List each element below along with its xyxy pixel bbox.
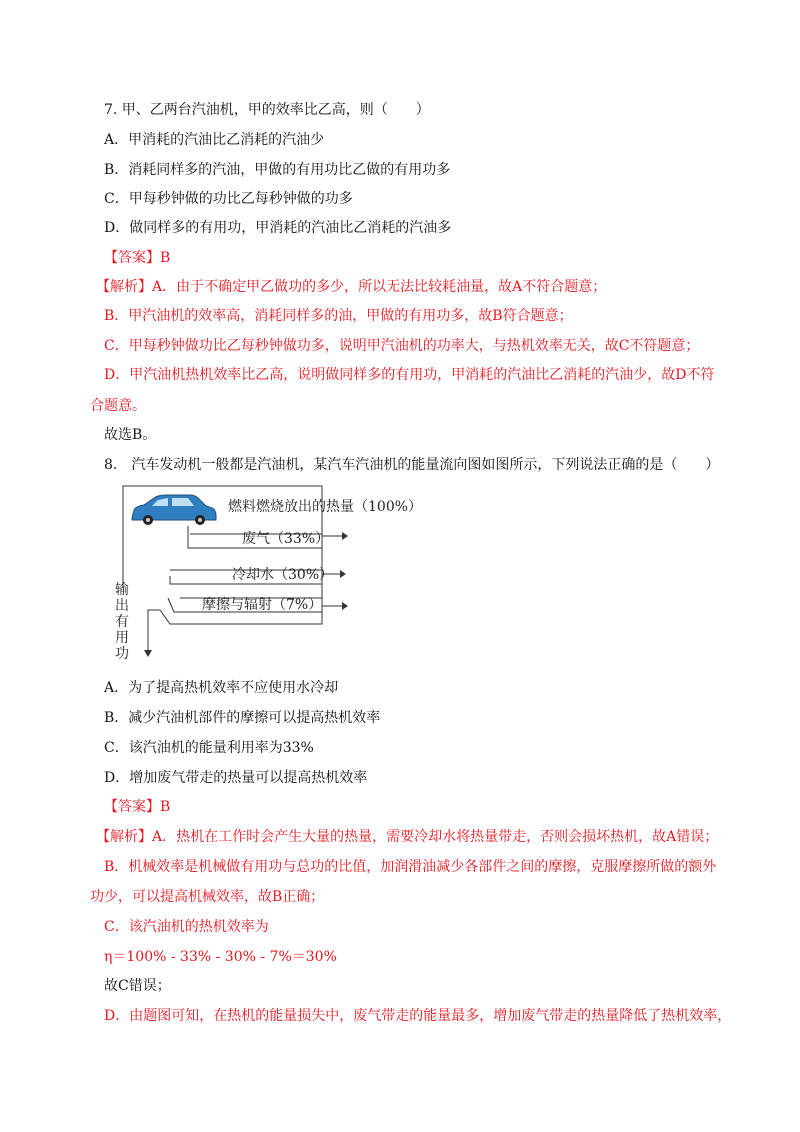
q7-conclusion: 故选B。 [104,427,157,443]
q8-option-d: D．增加废气带走的热量可以提高热机效率 [104,770,368,786]
q8-stem: 8. 汽车发动机一般都是汽油机，某汽车汽油机的能量流向图如图所示，下列说法正确的是（ ） [104,457,720,473]
q7-option-b: B．消耗同样多的汽油，甲做的有用功比乙做的有用功多 [104,162,451,178]
q8-option-b: B．减少汽油机部件的摩擦可以提高热机效率 [104,710,381,726]
useful-work-label: 输出有用功 [115,582,129,662]
exhaust-label: 废气（33%） [242,531,330,547]
energy-flow-diagram [110,478,430,662]
q8-analysis-line: 故C错误； [104,978,171,994]
friction-radiation-label: 摩擦与辐射（7%） [202,597,323,613]
q8-analysis-line: η＝100% - 33% - 30% - 7%＝30% [104,949,337,965]
q8-analysis-line: 功少，可以提高机械效率，故B正确； [90,889,325,905]
q8-analysis-line: B．机械效率是机械做有用功与总功的比值，加润滑油减少各部件之间的摩擦，克服摩擦所做的额外 [104,859,717,875]
q7-analysis-line: D．甲汽油机热机效率比乙高，说明做同样多的有用功，甲消耗的汽油比乙消耗的汽油少，故D不符 [104,367,715,383]
q7-analysis-line: 合题意。 [90,398,146,414]
q8-analysis-line: C．该汽油机的热机效率为 [104,919,269,935]
q7-analysis-line: 【解析】A．由于不确定甲乙做功的多少，所以无法比较耗油量，故A不符合题意； [96,279,607,295]
fuel-heat-label: 燃料燃烧放出的热量（100%） [228,499,423,515]
q7-option-d: D．做同样多的有用功，甲消耗的汽油比乙消耗的汽油多 [104,220,452,236]
q7-analysis-line: B．甲汽油机的效率高，消耗同样多的油，甲做的有用功多，故B符合题意； [104,308,573,324]
q8-analysis-line: 【解析】A．热机在工作时会产生大量的热量，需要冷却水将热量带走，否则会损坏热机，故A错误； [96,829,719,845]
q8-answer: 【答案】B [104,799,171,815]
q8-option-c: C．该汽油机的能量利用率为33% [104,740,314,756]
cooling-water-label: 冷却水（30%） [232,567,334,583]
q7-stem: 7. 甲、乙两台汽油机，甲的效率比乙高，则（ ） [104,102,430,118]
q7-option-c: C．甲每秒钟做的功比乙每秒钟做的功多 [104,191,353,207]
q7-analysis-line: C．甲每秒钟做功比乙每秒钟做功多，说明甲汽油机的功率大，与热机效率无关，故C不符题意； [104,338,700,354]
car-icon [132,495,216,525]
q8-option-a: A．为了提高热机效率不应使用水冷却 [104,680,339,696]
q7-option-a: A．甲消耗的汽油比乙消耗的汽油少 [104,132,325,148]
q8-analysis-line: D．由题图可知，在热机的能量损失中，废气带走的能量最多，增加废气带走的热量降低了热机效率， [104,1008,732,1024]
q7-answer: 【答案】B [104,250,171,266]
